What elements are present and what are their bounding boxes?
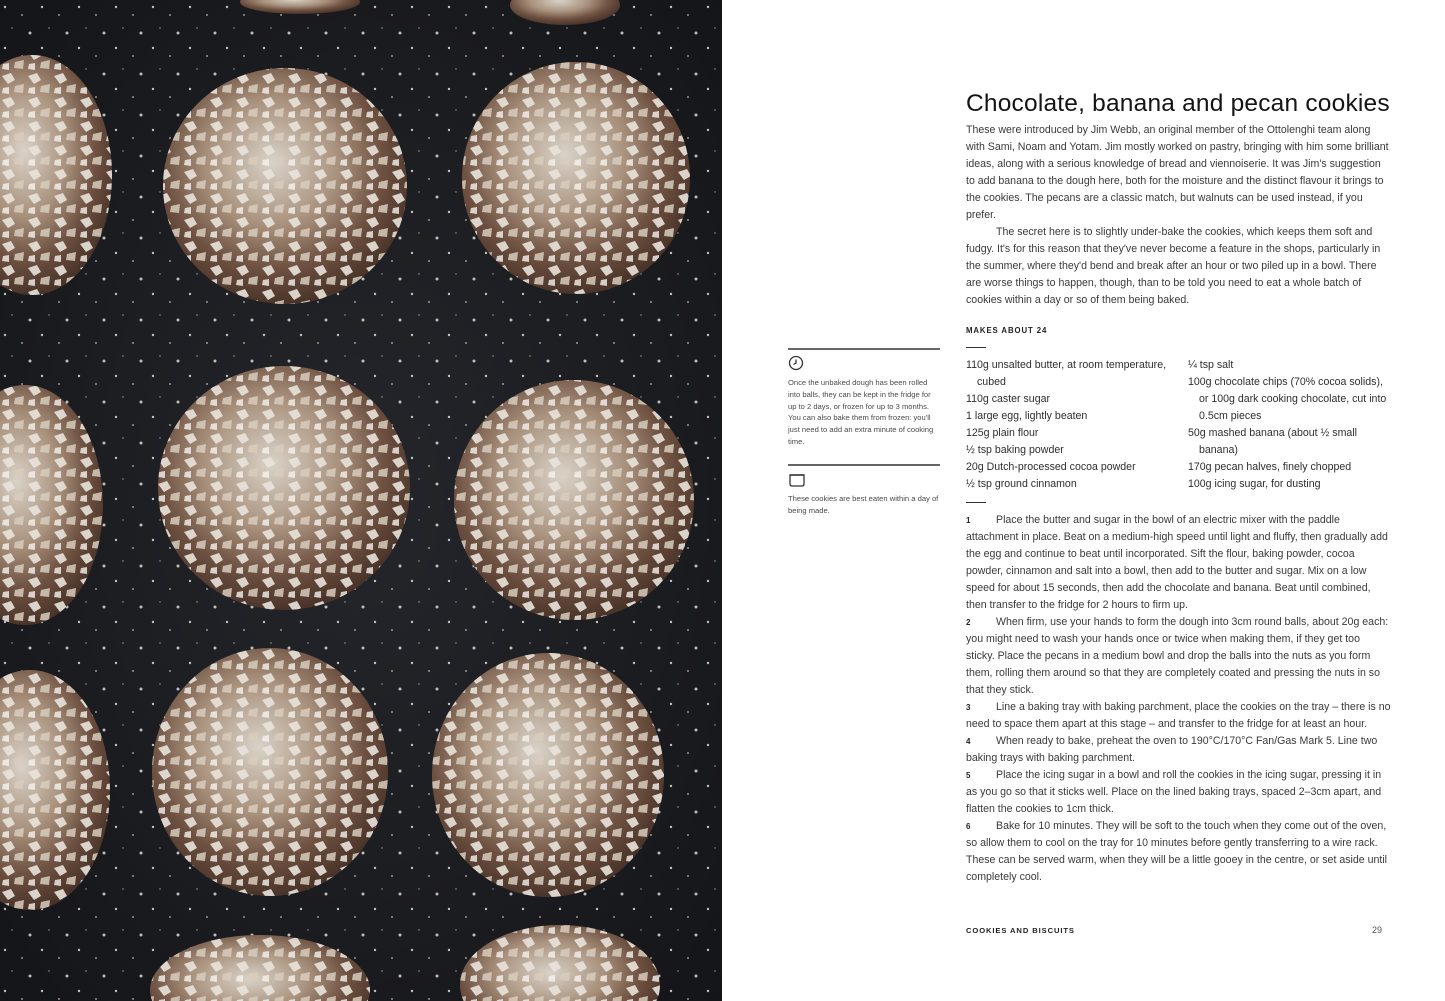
recipe-title: Chocolate, banana and pecan cookies: [966, 90, 1390, 118]
method-step: [966, 699, 1391, 733]
step-text: Place the icing sugar in a bowl and roll the cookies in the icing sugar, pressing it in as you go so that it sticks well. Place on the lined baking trays, spaced 2–3cm apart, and flatten the cookies to 1cm thick.: [966, 769, 1382, 815]
sidebar-note-storage: [788, 348, 940, 447]
step-number: 2: [966, 618, 971, 627]
method-step: [966, 818, 1391, 886]
ingredient-item: 170g pecan halves, finely chopped: [1188, 461, 1352, 473]
method-step: [966, 733, 1391, 767]
step-text: Line a baking tray with baking parchment, place the cookies on the tray – there is no need to space them apart at this stage – and transfer to the fridge for at least an hour.: [966, 701, 1391, 730]
container-icon: [788, 471, 806, 487]
step-number: 5: [966, 771, 971, 780]
step-number: 6: [966, 822, 971, 831]
divider: [788, 464, 940, 466]
intro-paragraph: These were introduced by Jim Webb, an original member of the Ottolenghi team along with Sami, Noam and Yotam. Jim mostly worked on pastry, bringing with him some brilliant ideas, along with a serious knowledge of bread and viennoiserie. It was Jim's suggestion to add banana to the dough here, both for the moisture and the distinct flavour it brings to the cookies. The pecans are a classic match, but walnuts can be used instead, if you prefer.: [966, 124, 1389, 221]
method-step: [966, 767, 1391, 818]
step-number: 3: [966, 703, 971, 712]
ingredient-item: ½ tsp ground cinnamon: [966, 478, 1077, 490]
ingredient-item: 100g chocolate chips (70% cocoa solids), or 100g dark cooking chocolate, cut into 0.5cm pieces: [1188, 376, 1387, 422]
ingredient-item: 100g icing sugar, for dusting: [1188, 478, 1321, 490]
step-text: When firm, use your hands to form the dough into 3cm round balls, about 20g each: you might need to wash your hands once or twice when making them, if they get too sticky. Place the pecans in a medium bowl and drop the balls into the nuts as you form them, rolling them around so that they are completely coated and pressing the nuts in so that they stick.: [966, 616, 1389, 696]
method-steps: [966, 512, 1391, 886]
page-number: 29: [1372, 925, 1383, 935]
divider: [966, 347, 986, 348]
ingredient-item: ½ tsp baking powder: [966, 444, 1064, 456]
note-text: These cookies are best eaten within a day of being made.: [788, 494, 939, 515]
ingredient-item: 110g unsalted butter, at room temperature, cubed: [966, 359, 1167, 388]
step-text: Place the butter and sugar in the bowl of an electric mixer with the paddle attachment in place. Beat on a medium-high speed until light and fluffy, then gradually add the egg and continue to beat until incorporated. Sift the flour, baking powder, cocoa powder, cinnamon and salt into a bowl, then add to the butter and sugar. Mix on a low speed for about 15 seconds, then add the chocolate and banana. Beat until combined, then transfer to the fridge for 2 hours to firm up.: [966, 514, 1388, 611]
method-step: [966, 614, 1391, 699]
step-number: 1: [966, 516, 971, 525]
divider: [966, 502, 986, 503]
yield-label: MAKES ABOUT 24: [966, 326, 1048, 335]
cookies-photo: [0, 0, 722, 1001]
ingredients-left: [966, 357, 1181, 493]
cookies-illustration: [0, 0, 722, 1001]
step-text: When ready to bake, preheat the oven to 190°C/170°C Fan/Gas Mark 5. Line two baking trays with baking parchment.: [966, 735, 1378, 764]
ingredients-right: [1188, 357, 1393, 493]
ingredient-item: 125g plain flour: [966, 427, 1039, 439]
sidebar-note-serving: [788, 464, 940, 517]
ingredient-item: 20g Dutch-processed cocoa powder: [966, 461, 1136, 473]
ingredient-item: 110g caster sugar: [966, 393, 1051, 405]
intro-paragraph: The secret here is to slightly under-bake the cookies, which keeps them soft and fudgy. It's for this reason that they've never become a feature in the shops, particularly in the summer, where they'd bend and break after an hour or two piled up in a bowl. There are worse things to happen, though, than to be told you need to eat a whole batch of cookies within a day or so of them being baked.: [966, 226, 1381, 306]
method-step: [966, 512, 1391, 614]
section-label: COOKIES AND BISCUITS: [966, 926, 1075, 935]
divider: [788, 348, 940, 350]
ingredient-item: ¼ tsp salt: [1188, 359, 1234, 371]
step-number: 4: [966, 737, 971, 746]
clock-icon: [788, 355, 804, 371]
step-text: Bake for 10 minutes. They will be soft to the touch when they come out of the oven, so allow them to cool on the tray for 10 minutes before gently transferring to a wire rack. These can be served warm, when they will be a little gooey in the centre, or set aside until completely cool.: [966, 820, 1388, 883]
ingredient-item: 1 large egg, lightly beaten: [966, 410, 1088, 422]
recipe-intro: [966, 122, 1391, 309]
note-text: Once the unbaked dough has been rolled into balls, they can be kept in the fridge for up to 2 days, or frozen for up to 3 months. You can also bake them from frozen: you'll just need to add an extra minute of cooking time.: [788, 378, 934, 446]
ingredient-item: 50g mashed banana (about ½ small banana): [1188, 427, 1358, 456]
